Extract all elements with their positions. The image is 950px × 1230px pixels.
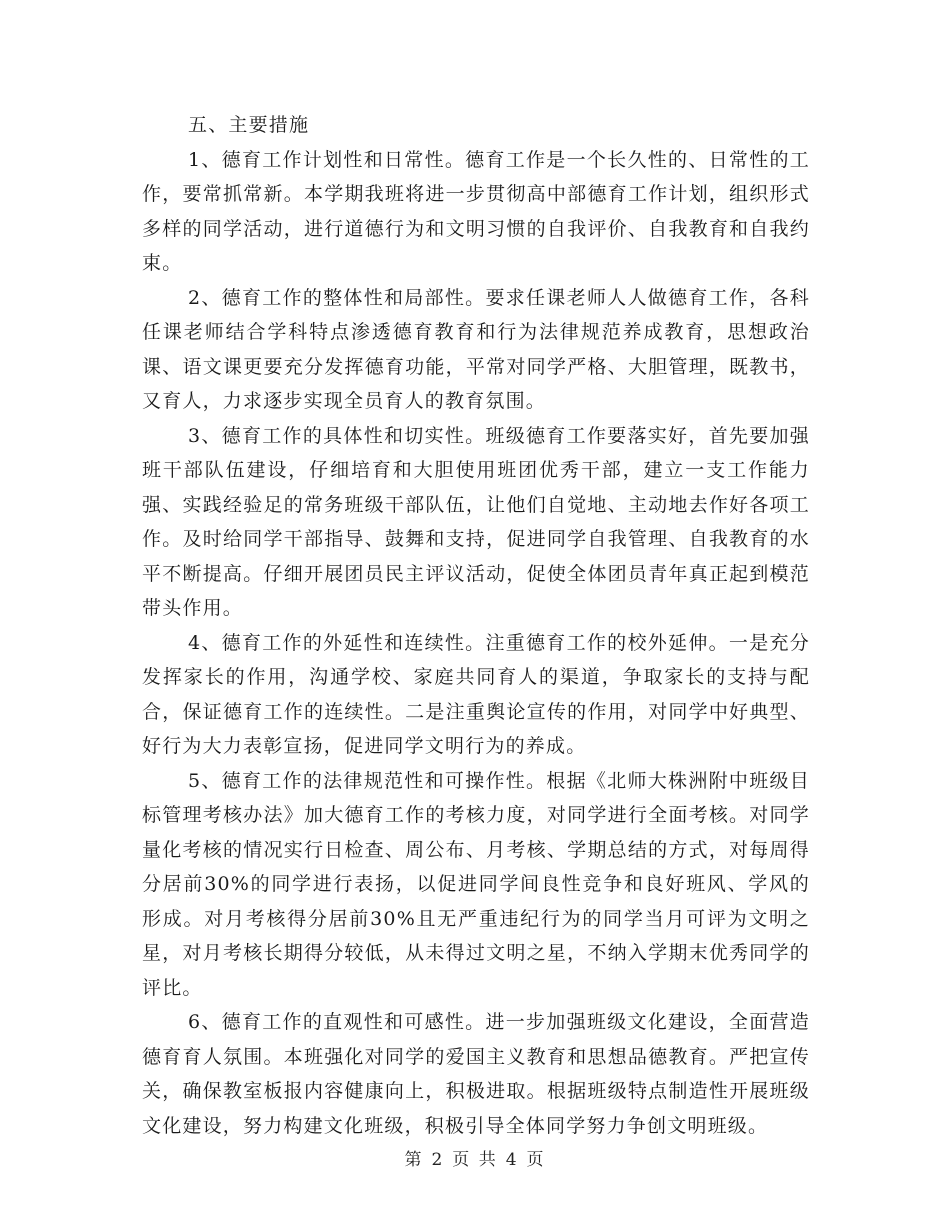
section-heading: 五、主要措施 — [188, 114, 310, 136]
paragraph-3: 3、德育工作的具体性和切实性。班级德育工作要落实好，首先要加强班干部队伍建设，仔细培育和大胆使用班团优秀干部，建立一支工作能力强、实践经验足的常务班级干部队伍，让他们自觉地、主动地去作好各项工作。及时给同学干部指导、鼓舞和支持，促进同学自我管理、自我教育的水平不断提高。仔细开展团员民主评议活动，促使全体团员青年真正起到模范带头作用。 — [142, 424, 810, 619]
paragraph-6: 6、德育工作的直观性和可感性。进一步加强班级文化建设，全面营造德育育人氛围。本班强化对同学的爱国主义教育和思想品德教育。严把宣传关，确保教室板报内容健康向上，积极进取。根据班级特点制造性开展班级文化建设，努力构建文化班级，积极引导全体同学努力争创文明班级。 — [142, 1011, 810, 1137]
page-footer — [0, 1145, 950, 1170]
paragraph-2: 2、德育工作的整体性和局部性。要求任课老师人人做德育工作，各科任课老师结合学科特点渗透德育教育和行为法律规范养成教育，思想政治课、语文课更要充分发挥德育功能，平常对同学严格、大胆管理，既教书，又育人，力求逐步实现全员育人的教育氛围。 — [142, 286, 810, 412]
footer-total-pages: 4 — [505, 1150, 519, 1170]
footer-prefix: 第 — [404, 1150, 424, 1170]
paragraph-4: 4、德育工作的外延性和连续性。注重德育工作的校外延伸。一是充分发挥家长的作用，沟通学校、家庭共同育人的渠道，争取家长的支持与配合，保证德育工作的连续性。二是注重舆论宣传的作用，对同学中好典型、好行为大力表彰宣扬，促进同学文明行为的养成。 — [142, 631, 810, 757]
document-body — [142, 108, 810, 1143]
footer-current-page: 2 — [431, 1150, 445, 1170]
footer-suffix: 页 — [526, 1150, 546, 1170]
paragraph-5: 5、德育工作的法律规范性和可操作性。根据《北师大株洲附中班级目标管理考核办法》加大德育工作的考核力度，对同学进行全面考核。对同学量化考核的情况实行日检查、周公布、月考核、学期总结的方式，对每周得分居前30%的同学进行表扬，以促进同学间良性竞争和良好班风、学风的形成。对月考核得分居前30%且无严重违纪行为的同学当月可评为文明之星，对月考核长期得分较低，从未得过文明之星，不纳入学期末优秀同学的评比。 — [142, 769, 810, 999]
paragraph-1: 1、德育工作计划性和日常性。德育工作是一个长久性的、日常性的工作，要常抓常新。本学期我班将进一步贯彻高中部德育工作计划，组织形式多样的同学活动，进行道德行为和文明习惯的自我评价、自我教育和自我约束。 — [142, 148, 810, 274]
footer-middle: 页 共 — [452, 1150, 498, 1170]
